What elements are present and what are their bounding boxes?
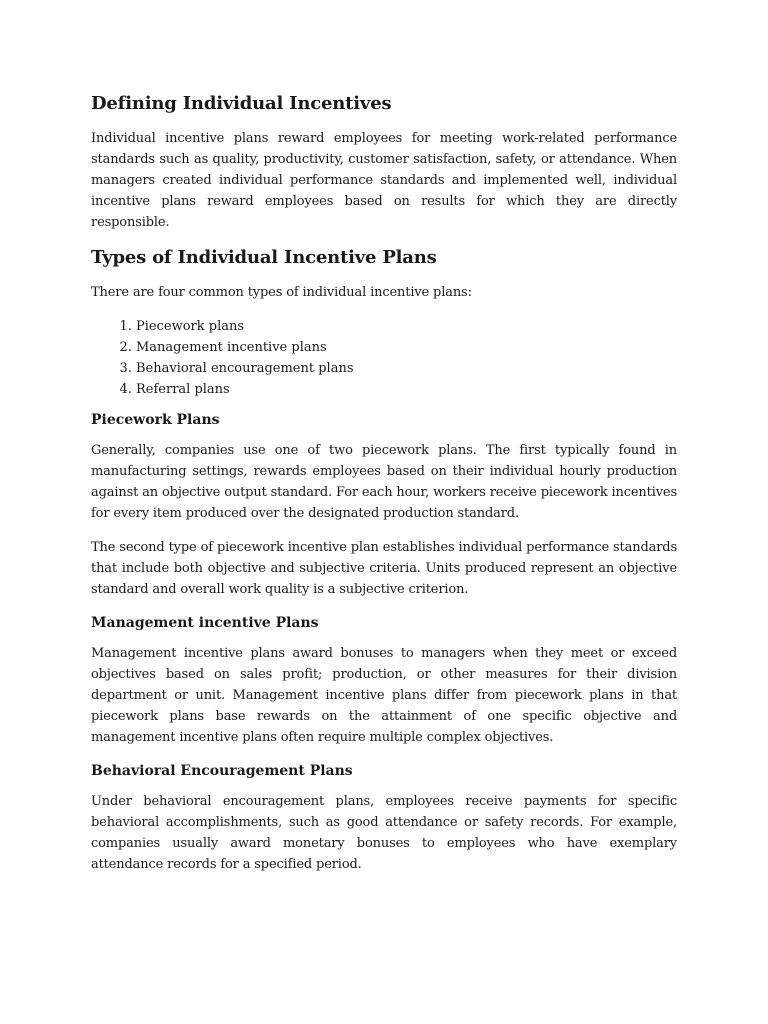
paragraph-individual-incentives-intro: Individual incentive plans reward employees for meeting work-related performance standards such as quality, productivity, customer satisfaction, safety, or attendance. When managers created individual performance standards and implemented well, individual incentive plans reward employees based on results for which they are directly responsible. — [91, 131, 677, 230]
heading-piecework-plans: Piecework Plans — [91, 412, 220, 428]
list-item: 4. Referral plans — [136, 379, 677, 400]
paragraph-piecework-second: The second type of piecework incentive plan establishes individual performance standards that include both objective and subjective criteria. Units produced represent an objective standard and overall work quality is a subjective criterion. — [91, 540, 677, 597]
paragraph-four-types: There are four common types of individual incentive plans: — [91, 285, 472, 300]
list-item: 1. Piecework plans — [136, 316, 677, 337]
document-page — [91, 92, 677, 888]
heading-defining-individual-incentives: Defining Individual Incentives — [91, 93, 392, 114]
paragraph-behavioral-encouragement: Under behavioral encouragement plans, employees receive payments for specific behavioral accomplishments, such as good attendance or safety records. For example, companies usually award monetary bonuses to employees who have exemplary attendance records for a specified period. — [91, 794, 677, 872]
paragraph-piecework-first: Generally, companies use one of two piecework plans. The first typically found in manufacturing settings, rewards employees based on their individual hourly production against an objective output standard. For each hour, workers receive piecework incentives for every item produced over the designated production standard. — [91, 443, 677, 521]
list-item: 2. Management incentive plans — [136, 337, 677, 358]
paragraph-management-incentive: Management incentive plans award bonuses to managers when they meet or exceed objectives based on sales profit; production, or other measures for their division department or unit. Management incentive plans differ from piecework plans in that piecework plans base rewards on the attainment of one specific objective and management incentive plans often require multiple complex objectives. — [91, 646, 677, 745]
incentive-plan-list — [91, 316, 677, 400]
list-item: 3. Behavioral encouragement plans — [136, 358, 677, 379]
heading-management-incentive-plans: Management incentive Plans — [91, 615, 319, 631]
heading-behavioral-encouragement-plans: Behavioral Encouragement Plans — [91, 763, 353, 779]
heading-types-of-incentive-plans: Types of Individual Incentive Plans — [91, 247, 437, 268]
